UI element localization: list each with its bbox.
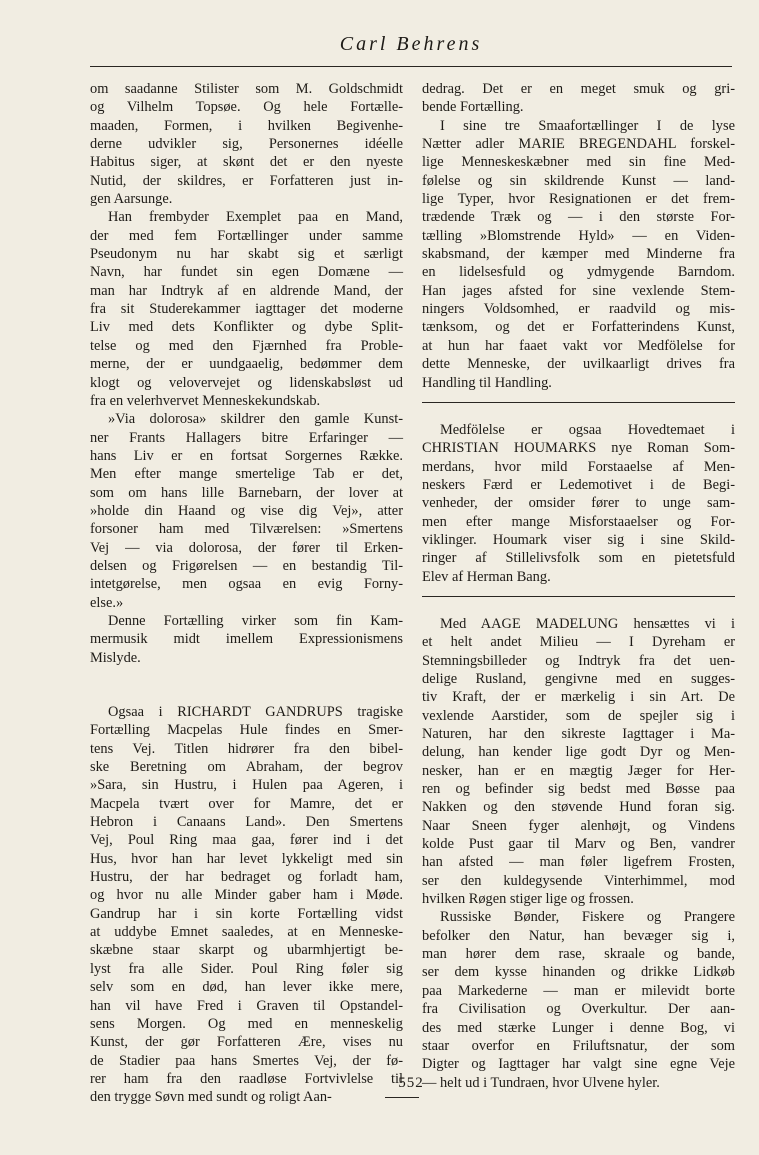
text-line: Stemningsbilleder og Indtryk fra det uen- bbox=[422, 652, 735, 669]
text-line: ser dem kysse hinanden og drikke Lidkøb bbox=[422, 964, 735, 981]
text-line: merne, der er uundgaaelig, bedømmer dem bbox=[90, 356, 403, 373]
right-column bbox=[422, 80, 735, 1092]
text-line: Macpela tvært over for Mamre, det er bbox=[90, 795, 403, 812]
text-line: »Sara, sin Hustru, i Hulen paa Ageren, i bbox=[90, 777, 403, 794]
text-line: lige Menneskeskæbner med sin fine Med- bbox=[422, 154, 735, 171]
text-line: og hvor nu alle Minder gaber ham i Møde. bbox=[90, 887, 403, 904]
text-line: Handling til Handling. bbox=[422, 374, 552, 391]
text-line: at hun har faaet vakt vor Medfölelse for bbox=[422, 337, 735, 354]
text-line: else.» bbox=[90, 594, 124, 611]
right-column-paragraph bbox=[422, 80, 735, 117]
text-line: Nætter adler MARIE BREGENDAHL forskel- bbox=[422, 136, 735, 153]
text-line: staar overfor en Friluftsnatur, der som bbox=[422, 1037, 735, 1054]
text-line: delsen og Frigørelsen — en bestandig Til- bbox=[90, 557, 403, 574]
text-line: Ogsaa i RICHARDT GANDRUPS tragiske bbox=[108, 704, 403, 720]
text-line: derne udvikler sig, Personernes idéelle bbox=[90, 136, 403, 153]
text-line: følelse og sin skildrende Kunst — land- bbox=[422, 172, 735, 189]
text-line: Medfölelse er ogsaa Hovedtemaet i bbox=[440, 421, 735, 438]
text-line: om saadanne Stilister som M. Goldschmidt bbox=[90, 81, 403, 97]
running-header bbox=[90, 30, 732, 67]
text-line: ner Frants Hallagers bitre Erfaringer — bbox=[90, 429, 403, 446]
text-line: maaden, Formen, i hvilken Begivenhe- bbox=[90, 117, 403, 134]
text-line: at uddybe Emnet saaledes, at en Menneske- bbox=[90, 924, 403, 941]
running-header-title: Carl Behrens bbox=[339, 33, 483, 55]
text-line: Naturen, har den sikreste Iagttager i Ma- bbox=[422, 726, 735, 742]
text-line: Liv med dets Konflikter og dybe Split- bbox=[90, 319, 403, 336]
text-line: Habitus siger, at skønt det er den nyeste bbox=[90, 154, 403, 171]
text-line: kolde Pust gaar til Marv og Ben, vandrer bbox=[422, 836, 735, 853]
text-line: en lidelsesfuld og ydmygende Barndom. bbox=[422, 264, 735, 281]
text-line: Vej, Poul Ring maa gaa, fører ind i det bbox=[90, 832, 403, 849]
text-line: tænksom, og det er Forfatterindens Kunst, bbox=[422, 319, 735, 336]
text-line: Nakken og den støvende Hund foran sig. bbox=[422, 799, 735, 816]
text-line: fra en velerhvervet Menneskekundskab. bbox=[90, 392, 321, 409]
text-line: vexlende Aarstider, som de spejler sig i bbox=[422, 707, 735, 724]
right-column-paragraph bbox=[422, 421, 735, 586]
text-line: »Via dolorosa» skildrer den gamle Kunst- bbox=[108, 411, 403, 428]
text-line: men efter mange Misforstaaelser og For- bbox=[422, 513, 735, 530]
text-line: lyst fra alle Sider. Poul Ring føler sig bbox=[90, 960, 403, 977]
text-line: ringer af Stillelivsfolk som en pietetsfuld bbox=[422, 550, 735, 567]
text-line: delung, han kender lige godt Dyr og Men- bbox=[422, 744, 735, 761]
text-line: den trygge Søvn med sundt og roligt Aan- bbox=[90, 1089, 332, 1106]
text-line: Hebron i Canaans Land». Den Smertens bbox=[90, 814, 403, 831]
text-line: — helt ud i Tundraen, hvor Ulvene hyler. bbox=[422, 1074, 660, 1091]
text-line: hans Liv er en fortsat Sorgernes Række. bbox=[90, 447, 403, 464]
right-column-paragraph bbox=[422, 908, 735, 1091]
text-line: ren og befinder sig bedst med Bøsse paa bbox=[422, 781, 735, 798]
text-line: klogt og velovervejet og lidenskabsløst ud bbox=[90, 374, 403, 391]
text-line: han vil have Fred i Graven til Opstandel- bbox=[90, 997, 403, 1014]
text-line: I sine tre Smaafortællinger I de lyse bbox=[440, 117, 735, 134]
text-line: Mislyde. bbox=[90, 649, 141, 666]
text-line: Han jages afsted for sine vexlende Stem- bbox=[422, 282, 735, 299]
page-number: 552 bbox=[398, 1075, 424, 1091]
left-column-paragraph bbox=[90, 208, 403, 410]
text-line: Kunst, der gør Forfatteren Ære, vises nu bbox=[90, 1034, 403, 1051]
text-line: Pseudonym nu har skabt sig et særligt bbox=[90, 246, 403, 263]
text-line: lige Typer, hvor Resignationen er det frem- bbox=[422, 191, 735, 208]
text-line: paa Markederne — man er milevidt borte bbox=[422, 982, 735, 999]
left-column-paragraph bbox=[90, 612, 403, 667]
paragraph-gap bbox=[90, 667, 403, 703]
text-line: Hus, hvor han har levet lykkeligt med sin bbox=[90, 850, 403, 867]
text-line: selv som en død, han lever ikke mere, bbox=[90, 979, 403, 996]
text-line: dedrag. Det er en meget smuk og gri- bbox=[422, 81, 735, 97]
text-line: Han frembyder Exemplet paa en Mand, bbox=[108, 209, 403, 226]
text-line: Men efter mange smertelige Tab er det, bbox=[90, 466, 403, 483]
text-line: som om hans lille Barnebarn, der lover at bbox=[90, 484, 403, 501]
text-line: dette Menneske, der uvilkaarligt drives fra bbox=[422, 356, 735, 373]
text-line: Vej — via dolorosa, der fører til Erken- bbox=[90, 539, 403, 556]
left-column-paragraph bbox=[90, 703, 403, 1107]
text-line: CHRISTIAN HOUMARKS nye Roman Som- bbox=[422, 440, 735, 457]
text-line: han afsted — man føler ligefrem Frosten, bbox=[422, 854, 735, 871]
page-number-rule bbox=[385, 1097, 419, 1098]
text-line: og Vilhelm Topsøe. Og hele Fortælle- bbox=[90, 99, 403, 116]
text-line: de Stadier paa hans Smertes Vej, der fø- bbox=[90, 1052, 403, 1069]
text-line: tiv Kraft, der er mærkelig i sin Art. De bbox=[422, 689, 735, 706]
text-line: Hustru, der har bedraget og forladt ham, bbox=[90, 869, 403, 886]
text-line: delige Rusland, gengivne med en sugges- bbox=[422, 670, 735, 687]
section-rule bbox=[422, 596, 735, 597]
text-line: rer ham fra den raadløse Fortvivlelse til bbox=[90, 1070, 403, 1087]
text-line: skabsmand, der kæmper med Minderne fra bbox=[422, 246, 735, 263]
section-rule bbox=[422, 402, 735, 403]
text-line: hvilken Røgen stiger lige og frossen. bbox=[422, 891, 634, 908]
text-line: Nutid, der skildres, er Forfatteren just in- bbox=[90, 172, 403, 189]
text-line: nesker, han er en mægtig Jæger for Her- bbox=[422, 762, 735, 779]
text-line: Navn, har fundet sin egen Domæne — bbox=[90, 264, 403, 281]
text-line: neskers Færd er Ledemotivet i de Begi- bbox=[422, 476, 735, 493]
text-line: Elev af Herman Bang. bbox=[422, 568, 551, 585]
left-column bbox=[90, 80, 403, 1107]
text-line: ske Beretning om Abraham, der begrov bbox=[90, 759, 403, 776]
text-line: gen Aarsunge. bbox=[90, 191, 173, 208]
text-line: fra sit Studerekammer iagttager det moderne bbox=[90, 301, 403, 318]
text-line: bende Fortælling. bbox=[422, 99, 524, 116]
text-line: man hører dem rase, skraale og bande, bbox=[422, 946, 735, 963]
text-line: venheder, der omsider fører to unge sam- bbox=[422, 495, 735, 512]
text-line: Denne Fortælling virker som fin Kam- bbox=[108, 612, 403, 629]
text-line: ningers Voldsomhed, er raadvild og mis- bbox=[422, 301, 735, 318]
text-line: man har Indtryk af en aldrende Mand, der bbox=[90, 282, 403, 299]
text-line: tælling »Blomstrende Hyld» — en Viden- bbox=[422, 227, 735, 244]
text-line: trædende Træk og — i den største For- bbox=[422, 209, 735, 226]
text-line: forsoner ham med Tilværelsen: »Smertens bbox=[90, 521, 403, 538]
text-line: »holde din Haand og vise dig Vej», atter bbox=[90, 502, 403, 519]
text-line: viklinger. Houmark viser sig i sine Skild- bbox=[422, 531, 735, 548]
text-line: des med stærke Lunger i denne Bog, vi bbox=[422, 1019, 735, 1036]
text-line: befolker den Natur, han bevæger sig i, bbox=[422, 927, 735, 944]
text-line: skæbne staar skarpt og ubarmhjertigt be- bbox=[90, 942, 403, 959]
text-line: fra Civilisation og Overkultur. Der aan- bbox=[422, 1001, 735, 1018]
text-line: sens Morgen. Og med en menneskelig bbox=[90, 1015, 403, 1032]
right-column-paragraph bbox=[422, 615, 735, 909]
text-line: et helt andet Milieu — I Dyreham er bbox=[422, 634, 735, 651]
text-line: ser den kuldegysende Vinterhimmel, mod bbox=[422, 872, 735, 889]
text-line: Digter og Iagttager har valgt sine egne Veje bbox=[422, 1056, 735, 1073]
text-line: Med AAGE MADELUNG hensættes vi i bbox=[440, 615, 735, 632]
text-line: Gandrup har i sin korte Fortælling vidst bbox=[90, 905, 403, 922]
text-line: mermusik midt imellem Expressionismens bbox=[90, 631, 403, 648]
text-line: Fortælling Macpelas Hule findes en Smer- bbox=[90, 722, 403, 739]
left-column-paragraph bbox=[90, 410, 403, 612]
left-column-paragraph bbox=[90, 80, 403, 208]
right-column-paragraph bbox=[422, 117, 735, 392]
text-line: merdans, hvor mild Forstaaelse af Men- bbox=[422, 458, 735, 475]
text-line: telse og med den Fjærnhed fra Proble- bbox=[90, 337, 403, 354]
text-line: der med fem Fortællinger under samme bbox=[90, 227, 403, 244]
text-line: Russiske Bønder, Fiskere og Prangere bbox=[440, 909, 735, 926]
text-line: tens Vej. Titlen hidrører fra den bibel- bbox=[90, 740, 403, 757]
text-line: Naar Sneen fyger alenhøjt, og Vindens bbox=[422, 817, 735, 834]
text-line: intetgørelse, men ogsaa en evig Forny- bbox=[90, 576, 403, 593]
